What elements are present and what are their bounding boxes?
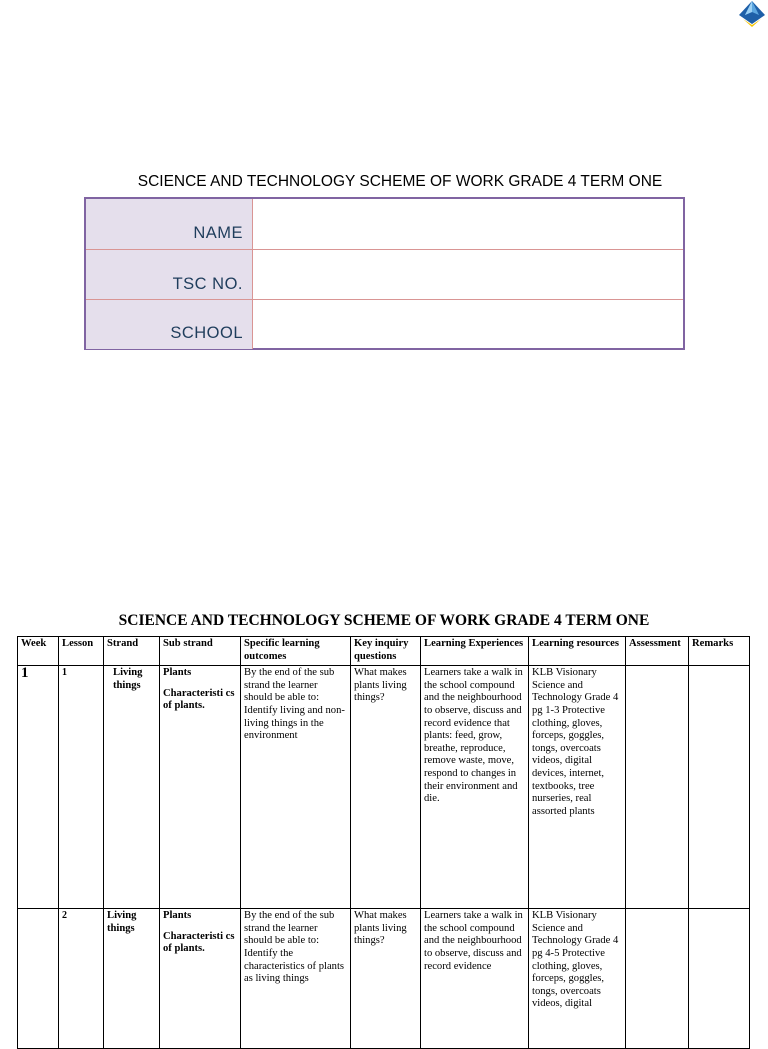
col-assessment: Assessment xyxy=(626,637,689,666)
col-remarks: Remarks xyxy=(689,637,750,666)
resources-cell: KLB Visionary Science and Technology Grade 4 pg 4-5 Protective clothing, gloves, forceps, goggles, tongs, overcoats videos, digital xyxy=(529,909,626,1049)
sub-strand-cell: Plants Characteristi cs of plants. xyxy=(160,666,241,909)
teacher-info-table xyxy=(84,197,685,350)
experiences-cell: Learners take a walk in the school compound and the neighbourhood to observe, discuss and record evidence that plants: feed, grow, breathe, reproduce, remove waste, move, respond to changes in their environment and die. xyxy=(421,666,529,909)
remarks-cell xyxy=(689,909,750,1049)
diamond-logo-icon xyxy=(736,0,768,28)
cover-title: SCIENCE AND TECHNOLOGY SCHEME OF WORK GRADE 4 TERM ONE xyxy=(137,173,663,190)
table-row xyxy=(18,909,750,1049)
questions-cell: What makes plants living things? xyxy=(351,666,421,909)
outcomes-cell: By the end of the sub strand the learner should be able to: Identify living and non- living things in the environment xyxy=(241,666,351,909)
tsc-label: TSC NO. xyxy=(86,250,253,300)
tsc-row xyxy=(86,249,683,300)
resources-cell: KLB Visionary Science and Technology Grade 4 pg 1-3 Protective clothing, gloves, forceps, goggles, tongs, overcoats videos, digital devices, internet, textbooks, tree nurseries, real assorted plants xyxy=(529,666,626,909)
school-label: SCHOOL xyxy=(86,300,253,349)
week-cell xyxy=(18,909,59,1049)
school-field[interactable] xyxy=(254,300,683,349)
scheme-table xyxy=(17,636,750,1049)
strand-cell: Living things xyxy=(104,909,160,1049)
outcomes-cell: By the end of the sub strand the learner should be able to: Identify the characteristics of plants as living things xyxy=(241,909,351,1049)
school-row xyxy=(86,299,683,349)
col-sub-strand: Sub strand xyxy=(160,637,241,666)
experiences-cell: Learners take a walk in the school compound and the neighbourhood to observe, discuss and record evidence xyxy=(421,909,529,1049)
col-questions: Key inquiry questions xyxy=(351,637,421,666)
name-label: NAME xyxy=(86,199,253,249)
table-row xyxy=(18,666,750,909)
sub-strand-cell: Plants Characteristi cs of plants. xyxy=(160,909,241,1049)
col-week: Week xyxy=(18,637,59,666)
assessment-cell xyxy=(626,909,689,1049)
remarks-cell xyxy=(689,666,750,909)
col-outcomes: Specific learning outcomes xyxy=(241,637,351,666)
questions-cell: What makes plants living things? xyxy=(351,909,421,1049)
table-header-row xyxy=(18,637,750,666)
col-lesson: Lesson xyxy=(59,637,104,666)
lesson-cell: 2 xyxy=(59,909,104,1049)
strand-cell: Living things xyxy=(104,666,160,909)
col-strand: Strand xyxy=(104,637,160,666)
lesson-cell: 1 xyxy=(59,666,104,909)
name-row xyxy=(86,199,683,249)
assessment-cell xyxy=(626,666,689,909)
week-cell: 1 xyxy=(18,666,59,909)
tsc-field[interactable] xyxy=(254,250,683,300)
name-field[interactable] xyxy=(254,199,683,249)
col-resources: Learning resources xyxy=(529,637,626,666)
col-experiences: Learning Experiences xyxy=(421,637,529,666)
scheme-title: SCIENCE AND TECHNOLOGY SCHEME OF WORK GRADE 4 TERM ONE xyxy=(118,612,650,629)
